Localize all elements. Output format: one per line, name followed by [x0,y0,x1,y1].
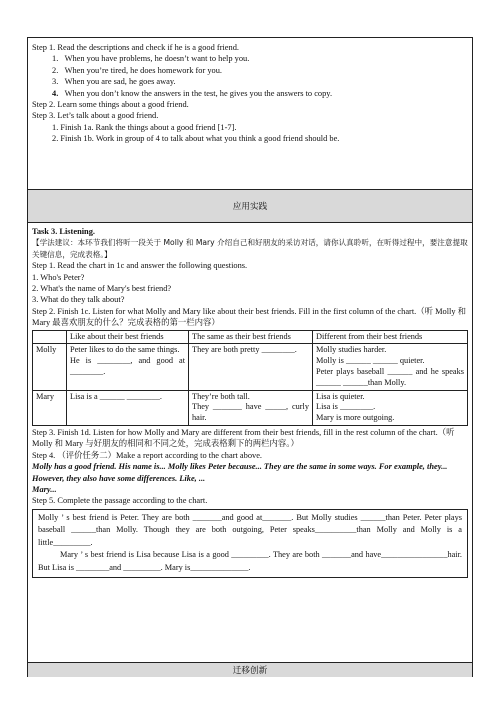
passage-paragraph: Mary ’ s best friend is Lisa because Lisa is a good _________. They are both _______and have________________hair. But Lisa is ________and _________. Mary is______________. [38,550,462,572]
table-header [33,330,67,344]
table-header: Different from their best friends [313,330,468,344]
step3-item: 2. Finish 1b. Work in group of 4 to talk about what you think a good friend should be. [52,134,340,144]
step1-item: 2. When you’re tired, he does homework for you. [52,65,223,75]
passage-paragraph: Molly ’ s best friend is Peter. They are both _______and good at_______. But Molly studies ______than Peter. Peter plays baseball ______than Molly. Though they are both outgoing, Peter speaks__________than Molly and Molly is a little_________. [38,512,462,547]
step1-item: 4. When you don’t know the answers in the test, he gives you the answers to copy. [52,88,333,98]
listen-step1: Step 1. Read the chart in 1c and answer the following questions. [32,261,248,271]
cell-like: Peter likes to do the same things. He is ________, and good at ________. [67,344,189,390]
cell-diff: Molly studies harder. Molly is ______ ______ quieter. Peter plays baseball ______ and he speaks ______ ______than Molly. [313,344,468,390]
row-name: Molly [33,344,67,390]
listen-step5: Step 5. Complete the passage according to the chart. [32,496,208,506]
question: 1. Who's Peter? [32,272,85,282]
section-listening [28,223,472,662]
step1-heading: Step 1. Read the descriptions and check if he is a good friend. [32,43,239,52]
cell-same: They are both pretty ________. [189,344,313,390]
report-model-mary: Mary... [32,485,57,495]
listen-step4: Step 4. （评价任务二）Make a report according to the chart above. [32,450,263,460]
listen-step3: Step 3. Finish 1d. Listen for how Molly and Mary are different from their best friends, fill in the rest column of the chart.（听 Molly 和 Mary 与好朋友的相同和不同之处，完成表格剩下的两栏内容。） [32,428,455,449]
question: 3. What do they talk about? [32,295,125,305]
friends-chart [32,330,468,426]
worksheet-frame [27,37,473,677]
table-header: Like about their best friends [67,330,189,344]
study-tip: 【学法建议：本环节我们将听一段关于 Molly 和 Mary 介绍自己和好朋友的采访对话，请你认真聆听，在听得过程中，要注意提取关键信息，完成表格。】 [32,238,468,259]
cloze-passage [32,509,468,578]
step3-heading: Step 3. Let’s talk about a good friend. [32,111,159,121]
listen-step2: Step 2. Finish 1c. Listen for what Molly and Mary like about their best friends. Fill in the first column of the chart.（听 Molly 和 Mary 最喜欢朋友的什么？完成表格的第一栏内容） [32,306,467,328]
step2-heading: Step 2. Learn some things about a good friend. [32,100,189,110]
section-band-practice: 应用实践 [28,190,472,223]
row-name: Mary [33,390,67,425]
table-header-row [33,330,468,344]
report-model: Molly has a good friend. His name is... Molly likes Peter because... They are the same in some ways. For example, they... However, they also have some differences. Like, ... [32,462,448,483]
step1-item: 1. When you have problems, he doesn’t want to help you. [52,54,250,64]
table-header: The same as their best friends [189,330,313,344]
step3-item: 1. Finish 1a. Rank the things about a good friend [1-7]. [52,122,237,132]
cell-like: Lisa is a ______ ________. [67,390,189,425]
cell-same: They’re both tall. They _______ have _____, curly hair. [189,390,313,425]
section-steps [28,38,472,190]
step1-item: 3. When you are sad, he goes away. [52,77,176,87]
table-row [33,390,468,425]
table-row [33,344,468,390]
cell-diff: Lisa is quieter. Lisa is ________. Mary is more outgoing. [313,390,468,425]
question: 2. What's the name of Mary's best friend? [32,284,172,294]
task-title: Task 3. Listening. [32,227,95,236]
section-band-transfer: 迁移创新 [28,662,472,677]
